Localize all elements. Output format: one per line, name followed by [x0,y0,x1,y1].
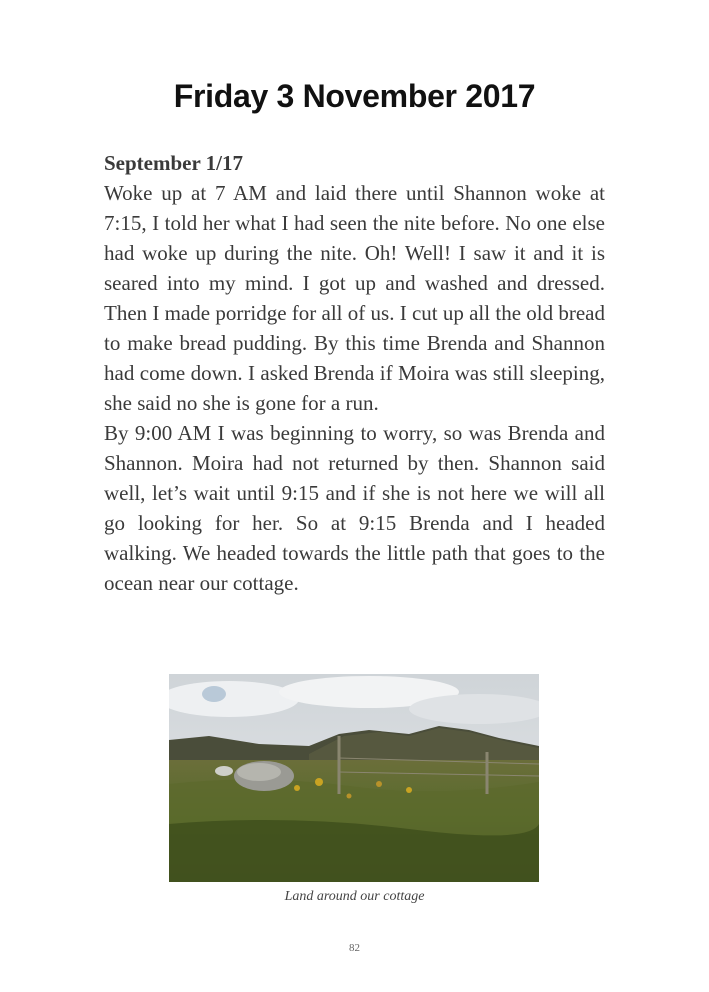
entry-paragraph-2: By 9:00 AM I was beginning to worry, so was Brenda and Shannon. Moira had not returned by then. Shannon said well, let’s wait until 9:15 and if she is not here we will all go looking for her. So at 9:15 Brenda and I headed walking. We headed towards the little path that goes to the ocean near our cottage. [104,421,605,595]
page-title: Friday 3 November 2017 [173,78,536,114]
page-number: 82 [349,942,360,954]
diary-entry [104,148,605,598]
entry-date: September 1/17 [104,151,244,175]
entry-paragraph-1: Woke up at 7 AM and laid there until Shannon woke at 7:15, I told her what I had seen the nite before. No one else had woke up during the nite. Oh! Well! I saw it and it is seared into my mind. I got up and washed and dressed. Then I made porridge for all of us. I cut up all the old bread to make bread pudding. By this time Brenda and Shannon had come down. I asked Brenda if Moira was still sleeping, she said no she is gone for a run. [104,181,605,415]
photo-caption: Land around our cottage [284,889,425,904]
landscape-photo [169,674,539,882]
